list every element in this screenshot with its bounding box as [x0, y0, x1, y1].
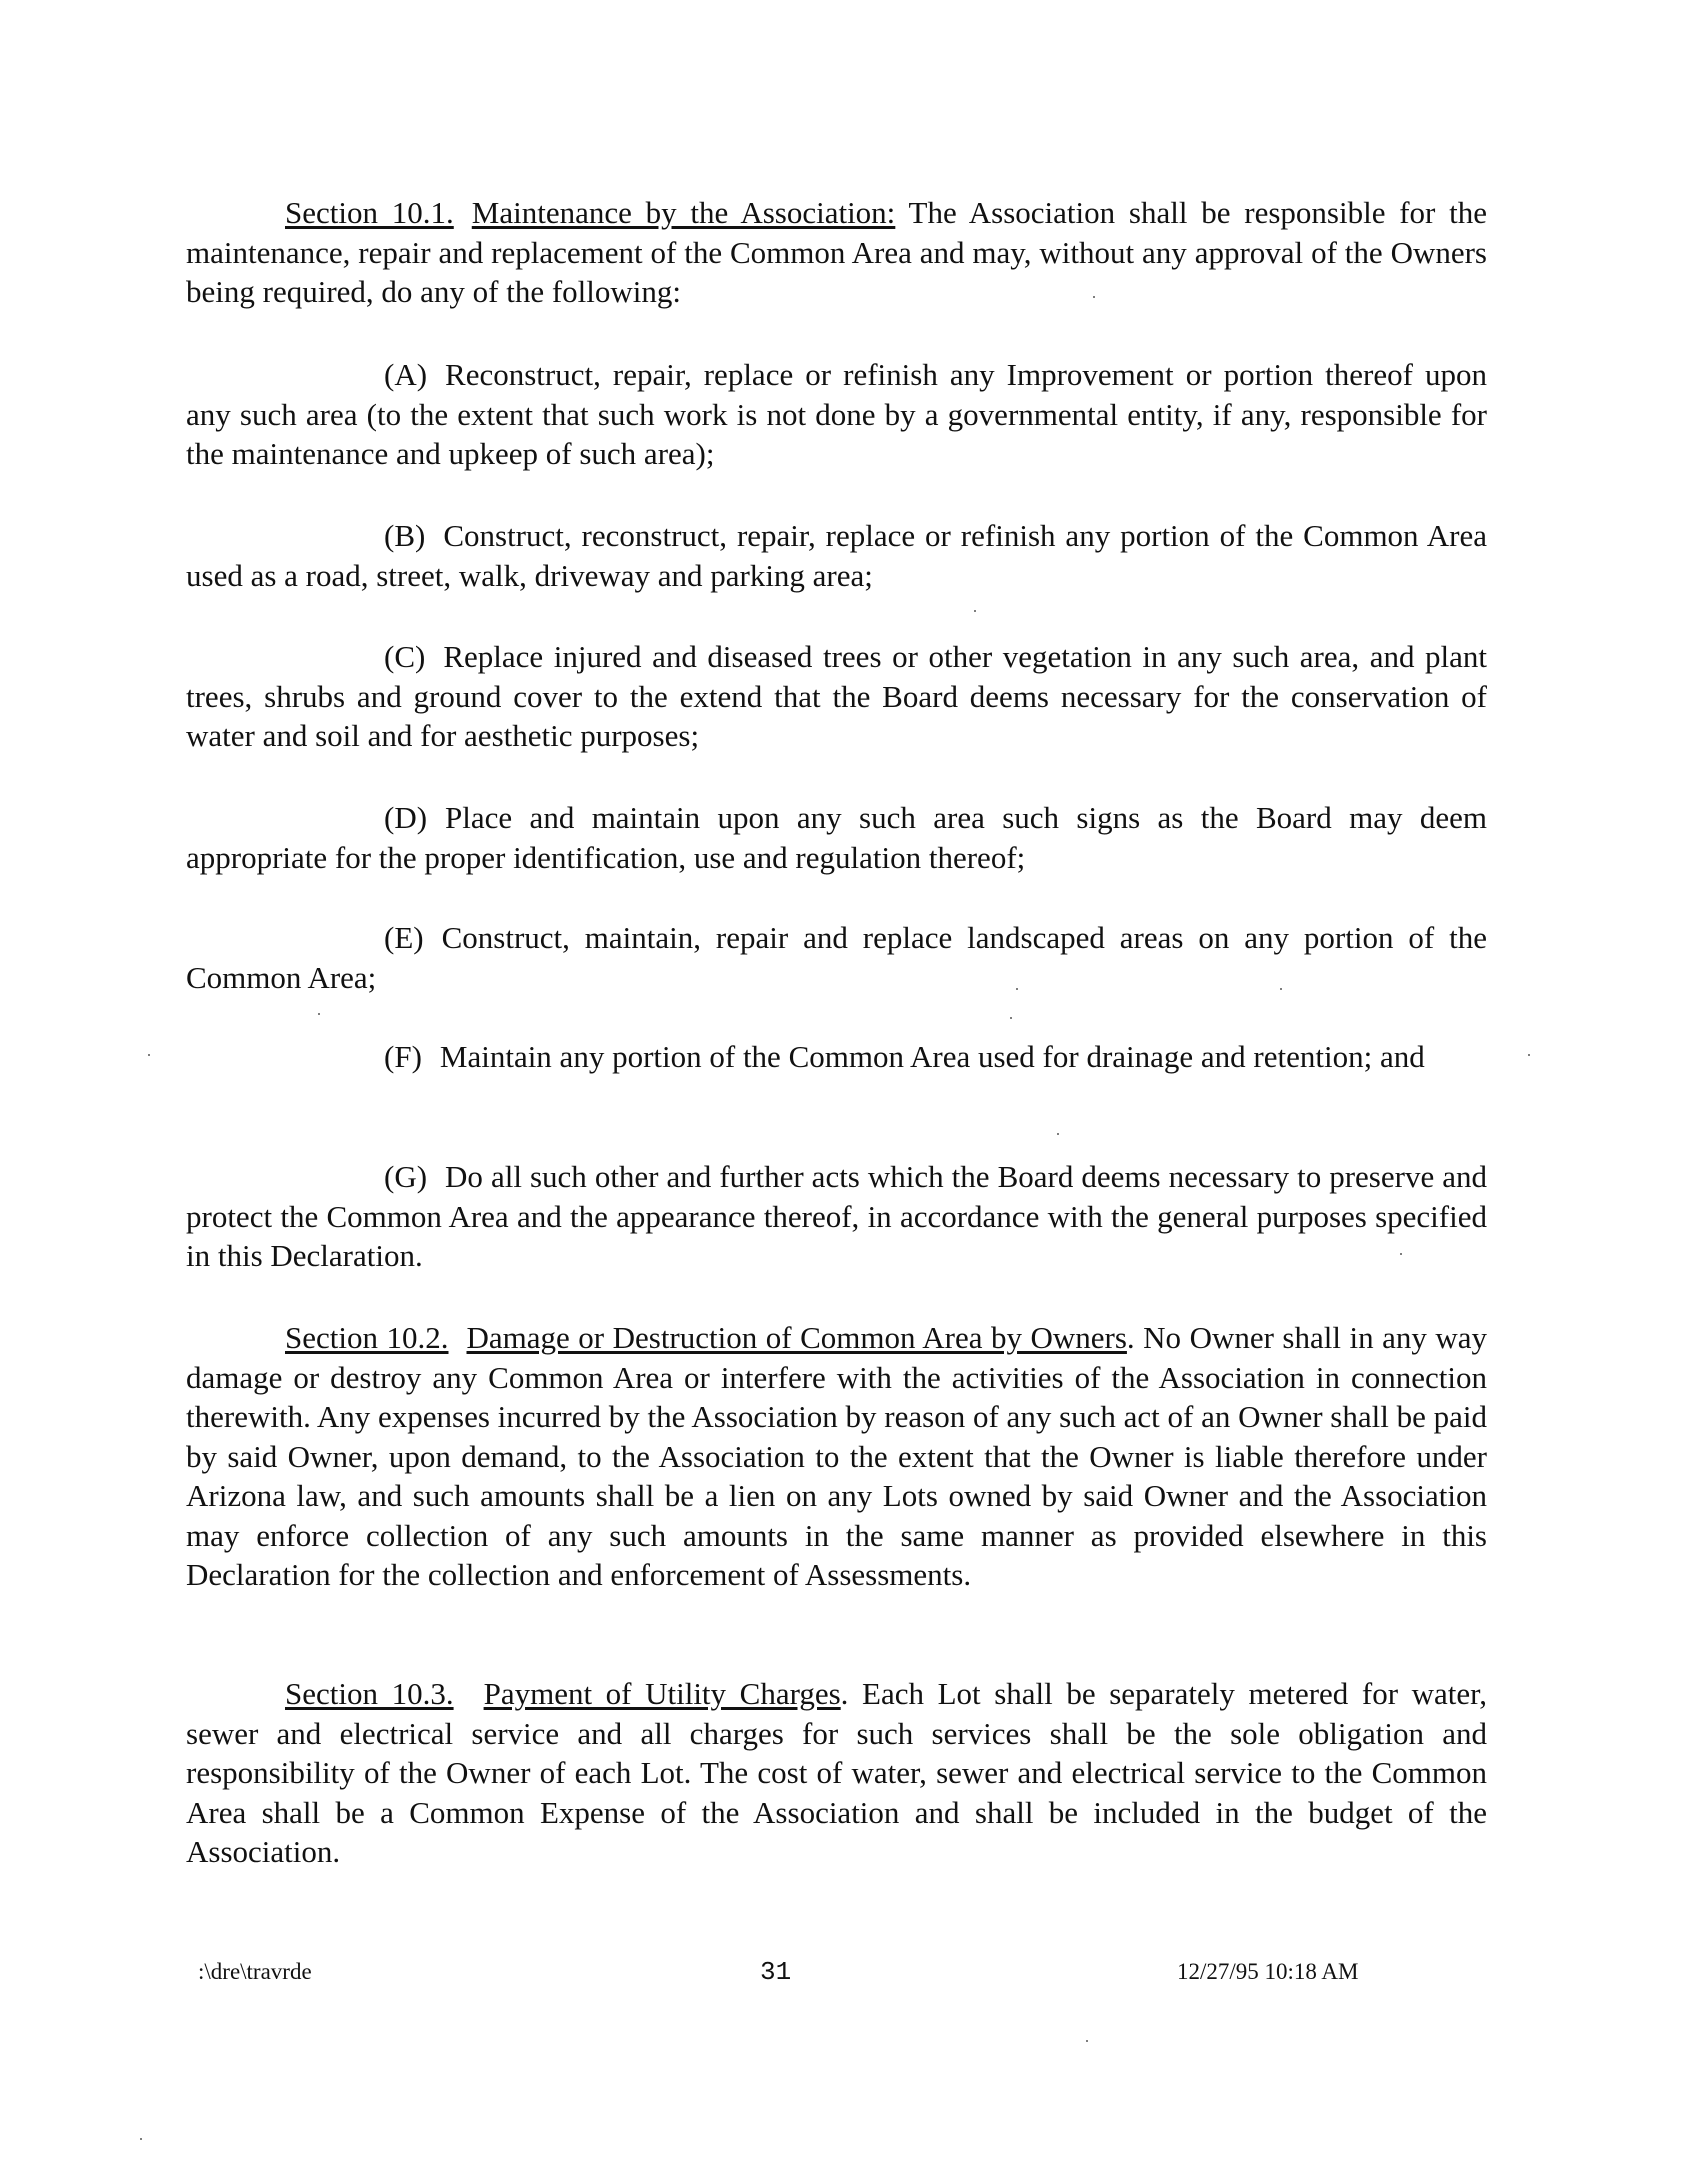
scan-speck [1057, 1133, 1059, 1135]
list-item-d [186, 798, 1487, 877]
scan-speck [140, 2138, 142, 2140]
list-item-f [186, 1037, 1487, 1077]
scan-speck [1280, 988, 1282, 990]
list-item-label: (D) [384, 800, 428, 835]
section-10-3-body: . Each Lot shall be separately metered for water, sewer and electrical service and all charges for such services shall be the sole obligation and responsibility of the Owner of each Lot. The cost of water, sewer and electrical service to the Common Area shall be a Common Expense of the Association and shall be included in the budget of the Association. [186, 1676, 1487, 1869]
scan-speck [318, 1013, 320, 1015]
list-item-label: (F) [384, 1039, 422, 1074]
section-10-2-title: Damage or Destruction of Common Area by Owners [466, 1320, 1127, 1355]
section-10-2-body: . No Owner shall in any way damage or destroy any Common Area or interfere with the activities of the Association in connection therewith. Any expenses incurred by the Association by reason of any such act of an Owner shall be paid by said Owner, upon demand, to the Association to the extent that the Owner is liable therefore under Arizona law, and such amounts shall be a lien on any Lots owned by said Owner and the Association may enforce collection of any such amounts in the same manner as provided elsewhere in this Declaration for the collection and enforcement of Assessments. [186, 1320, 1487, 1592]
scan-speck [1093, 296, 1095, 298]
list-item-text: Reconstruct, repair, replace or refinish any Improvement or portion thereof upon any such area (to the extent that such work is not done by a governmental entity, if any, responsible for the maintenance and upkeep of such area); [186, 357, 1487, 471]
section-10-1-number: Section 10.1. [285, 195, 454, 230]
list-item-label: (C) [384, 639, 426, 674]
list-item-text: Construct, maintain, repair and replace landscaped areas on any portion of the Common Area; [186, 920, 1487, 995]
list-item-text: Do all such other and further acts which the Board deems necessary to preserve and protect the Common Area and the appearance thereof, in accordance with the general purposes specified in this Declaration. [186, 1159, 1487, 1273]
section-10-1-title: Maintenance by the Association: [471, 195, 896, 230]
list-item-text: Maintain any portion of the Common Area used for drainage and retention; and [439, 1039, 1425, 1074]
section-10-2 [186, 1318, 1487, 1595]
list-item-label: (B) [384, 518, 426, 553]
scan-speck [1016, 988, 1018, 990]
section-10-3-number: Section 10.3. [285, 1676, 454, 1711]
list-item-text: Construct, reconstruct, repair, replace or refinish any portion of the Common Area used as a road, street, walk, driveway and parking area; [186, 518, 1487, 593]
list-item-label: (G) [384, 1159, 428, 1194]
list-item-text: Place and maintain upon any such area such signs as the Board may deem appropriate for the proper identification, use and regulation thereof; [186, 800, 1487, 875]
list-item-c [186, 637, 1487, 756]
footer-file-path: :\dre\travrde [198, 1959, 312, 1984]
section-10-3-title: Payment of Utility Charges [483, 1676, 841, 1711]
scan-speck [1400, 1253, 1402, 1255]
list-item-b [186, 516, 1487, 595]
section-10-1 [186, 193, 1487, 312]
scan-speck [1086, 2040, 1088, 2042]
section-10-2-number: Section 10.2. [285, 1320, 449, 1355]
section-10-3 [186, 1674, 1487, 1872]
scan-speck [1528, 1054, 1530, 1056]
scan-speck [1010, 1017, 1012, 1019]
scan-speck [148, 1054, 150, 1056]
list-item-text: Replace injured and diseased trees or other vegetation in any such area, and plant trees, shrubs and ground cover to the extend that the Board deems necessary for the conservation of water and soil and for aesthetic purposes; [186, 639, 1487, 753]
section-10-1-body: The Association shall be responsible for the maintenance, repair and replacement of the Common Area and may, without any approval of the Owners being required, do any of the following: [186, 195, 1488, 309]
list-item-a [186, 355, 1487, 474]
list-item-e [186, 918, 1487, 997]
list-item-label: (A) [384, 357, 428, 392]
list-item-label: (E) [384, 920, 424, 955]
page-number: 31 [760, 1957, 792, 1987]
list-item-g [186, 1157, 1487, 1276]
footer-timestamp: 12/27/95 10:18 AM [1177, 1959, 1359, 1984]
scan-speck [974, 610, 976, 612]
